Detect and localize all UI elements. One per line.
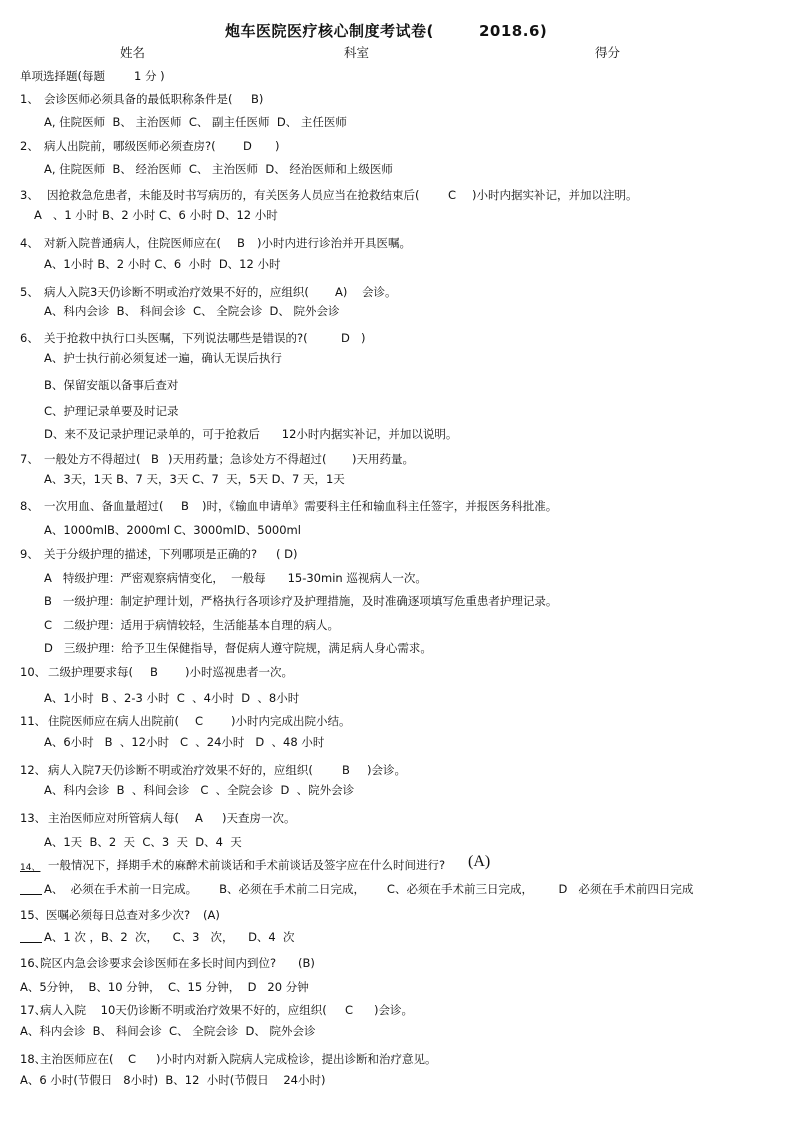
- question-option: A 特级护理：严密观察病情变化， 一般每 15-30min 巡视病人一次。: [44, 571, 427, 585]
- question-number: 1、: [20, 92, 39, 106]
- question-number: 17、: [20, 1003, 47, 1017]
- question-text: 病人出院前，哪级医师必须查房?(: [44, 139, 216, 153]
- question-text: 住院医师应在病人出院前(: [48, 714, 179, 728]
- question-answer: B): [251, 92, 264, 106]
- question-option: A、6 小时(节假日 8小时) B、12 小时(节假日 24小时): [20, 1073, 326, 1087]
- question-tail: )小时内进行诊治并开具医嘱。: [257, 236, 411, 250]
- question-text: 关于抢救中执行口头医嘱，下列说法哪些是错误的?(: [44, 331, 308, 345]
- question-answer: (B): [298, 956, 315, 970]
- question-number: 7、: [20, 452, 39, 466]
- question-text: 因抢救急危患者，未能及时书写病历的，有关医务人员应当在抢救结束后(: [47, 188, 420, 202]
- question-text: 病人入院 10天仍诊断不明或治疗效果不好的，应组织(: [40, 1003, 327, 1017]
- question-text: 对新入院普通病人，住院医师应在(: [44, 236, 221, 250]
- question-answer: (A): [468, 853, 491, 870]
- answer-underline: [20, 894, 42, 895]
- question-option: A、1天 B、2 天 C、3 天 D、4 天: [44, 835, 242, 849]
- question-tail: )小时巡视患者一次。: [185, 665, 293, 679]
- section-heading: 单项选择题(每题: [20, 69, 105, 83]
- dept-label: 科室: [344, 45, 370, 60]
- question-tail: )时，《输血申请单》需要科主任和输血科主任签字，并报医务科批准。: [202, 499, 558, 513]
- question-text: 一般情况下，择期手术的麻醉术前谈话和手术前谈话及签字应在什么时间进行?: [48, 858, 446, 872]
- question-option: B 一级护理：制定护理计划，严格执行各项诊疗及护理措施，及时准确逐项填写危重患者护理记录。: [44, 594, 558, 608]
- question-number: 13、: [20, 811, 47, 825]
- question-option: D 三级护理：给予卫生保健指导，督促病人遵守院规，满足病人身心需求。: [44, 641, 432, 655]
- question-text: 一般处方不得超过(: [44, 452, 141, 466]
- question-text: 主治医师应对所管病人每(: [48, 811, 179, 825]
- question-text: 主治医师应在(: [40, 1052, 114, 1066]
- question-text: 一次用血、备血量超过(: [44, 499, 164, 513]
- question-answer: (A): [203, 908, 220, 922]
- question-option: A、科内会诊 B、 科间会诊 C、 全院会诊 D、 院外会诊: [44, 304, 340, 318]
- question-answer: B: [181, 499, 189, 513]
- question-answer: B: [237, 236, 245, 250]
- question-option: A, 住院医师 B、 主治医师 C、 副主任医师 D、 主任医师: [44, 115, 347, 129]
- question-number: 18、: [20, 1052, 47, 1066]
- question-option: A、 必须在手术前一日完成。 B、必须在手术前二日完成， C、必须在手术前三日完成， D 必须在手术前四日完成: [44, 882, 694, 896]
- question-text: 医嘱必须每日总查对多少次?: [46, 908, 191, 922]
- question-number: 8、: [20, 499, 39, 513]
- question-answer: D: [243, 139, 252, 153]
- question-number: 11、: [20, 714, 47, 728]
- question-close-paren: ): [275, 139, 280, 153]
- question-answer: A: [195, 811, 203, 825]
- question-option: A、3天，1天 B、7 天，3天 C、7 天，5天 D、7 天，1天: [44, 472, 345, 486]
- question-number: 16、: [20, 956, 47, 970]
- question-answer: B: [151, 452, 159, 466]
- question-tail: )小时内对新入院病人完成检诊，提出诊断和治疗意见。: [156, 1052, 437, 1066]
- question-option: C 二级护理：适用于病情较轻，生活能基本自理的病人。: [44, 618, 339, 632]
- question-option: A、科内会诊 B 、科间会诊 C 、全院会诊 D 、院外会诊: [44, 783, 355, 797]
- question-number: 10、: [20, 665, 47, 679]
- question-text: 病人入院7天仍诊断不明或治疗效果不好的，应组织(: [48, 763, 313, 777]
- question-answer: C: [195, 714, 204, 728]
- question-number: 9、: [20, 547, 39, 561]
- score-label: 得分: [595, 45, 621, 60]
- question-text: 二级护理要求每(: [48, 665, 133, 679]
- question-option: A、护士执行前必须复述一遍，确认无误后执行: [44, 351, 282, 365]
- question-number: 6、: [20, 331, 39, 345]
- question-option: A、科内会诊 B、 科间会诊 C、 全院会诊 D、 院外会诊: [20, 1024, 316, 1038]
- question-close-paren: ): [361, 331, 366, 345]
- exam-title-year: 2018.6): [479, 22, 548, 40]
- question-tail: )天用药量；急诊处方不得超过( )天用药量。: [168, 452, 415, 466]
- question-number: 5、: [20, 285, 39, 299]
- section-heading-points: 1 分 ): [134, 69, 165, 83]
- question-answer: C: [345, 1003, 354, 1017]
- question-answer: C: [128, 1052, 137, 1066]
- question-tail: )天查房一次。: [222, 811, 296, 825]
- question-text: 院区内急会诊要求会诊医师在多长时间内到位?: [40, 956, 277, 970]
- question-tail: 会诊。: [362, 285, 397, 299]
- question-option: A、1000mlB、2000ml C、3000mlD、5000ml: [44, 523, 301, 537]
- question-number: 12、: [20, 763, 47, 777]
- question-answer: A): [335, 285, 348, 299]
- question-option: A、1 次 ，B、2 次， C、3 次， D、4 次: [44, 930, 295, 944]
- question-option: A、1小时 B、2 小时 C、6 小时 D、12 小时: [44, 257, 281, 271]
- question-number: 14、: [20, 863, 41, 873]
- question-tail: )会诊。: [367, 763, 406, 777]
- question-text: 关于分级护理的描述，下列哪项是正确的?: [44, 547, 258, 561]
- question-option: C、护理记录单要及时记录: [44, 404, 179, 418]
- question-number: 15、: [20, 908, 47, 922]
- question-answer: ( D): [276, 547, 298, 561]
- question-answer: D: [341, 331, 350, 345]
- question-answer: C: [448, 188, 457, 202]
- question-answer: B: [150, 665, 158, 679]
- question-option: A, 住院医师 B、 经治医师 C、 主治医师 D、 经治医师和上级医师: [44, 162, 393, 176]
- question-answer: B: [342, 763, 350, 777]
- exam-title: 炮车医院医疗核心制度考试卷(: [225, 22, 434, 40]
- question-text: 会诊医师必须具备的最低职称条件是(: [44, 92, 233, 106]
- question-option: A、6小时 B 、12小时 C 、24小时 D 、48 小时: [44, 735, 325, 749]
- question-option: A 、1 小时 B、2 小时 C、6 小时 D、12 小时: [34, 208, 278, 222]
- question-tail: )小时内完成出院小结。: [231, 714, 351, 728]
- question-text: 病人入院3天仍诊断不明或治疗效果不好的，应组织(: [44, 285, 309, 299]
- name-label: 姓名: [120, 45, 146, 60]
- question-option: A、5分钟， B、10 分钟， C、15 分钟， D 20 分钟: [20, 980, 309, 994]
- question-number: 2、: [20, 139, 39, 153]
- question-number: 4、: [20, 236, 39, 250]
- question-number: 3、: [20, 188, 39, 202]
- question-tail: )会诊。: [374, 1003, 413, 1017]
- question-option: A、1小时 B 、2-3 小时 C 、4小时 D 、8小时: [44, 691, 300, 705]
- question-option: B、保留安瓿以备事后查对: [44, 378, 179, 392]
- question-option: D、来不及记录护理记录单的，可于抢救后 12小时内据实补记，并加以说明。: [44, 427, 458, 441]
- answer-underline: [20, 942, 42, 943]
- question-tail: )小时内据实补记，并加以注明。: [472, 188, 638, 202]
